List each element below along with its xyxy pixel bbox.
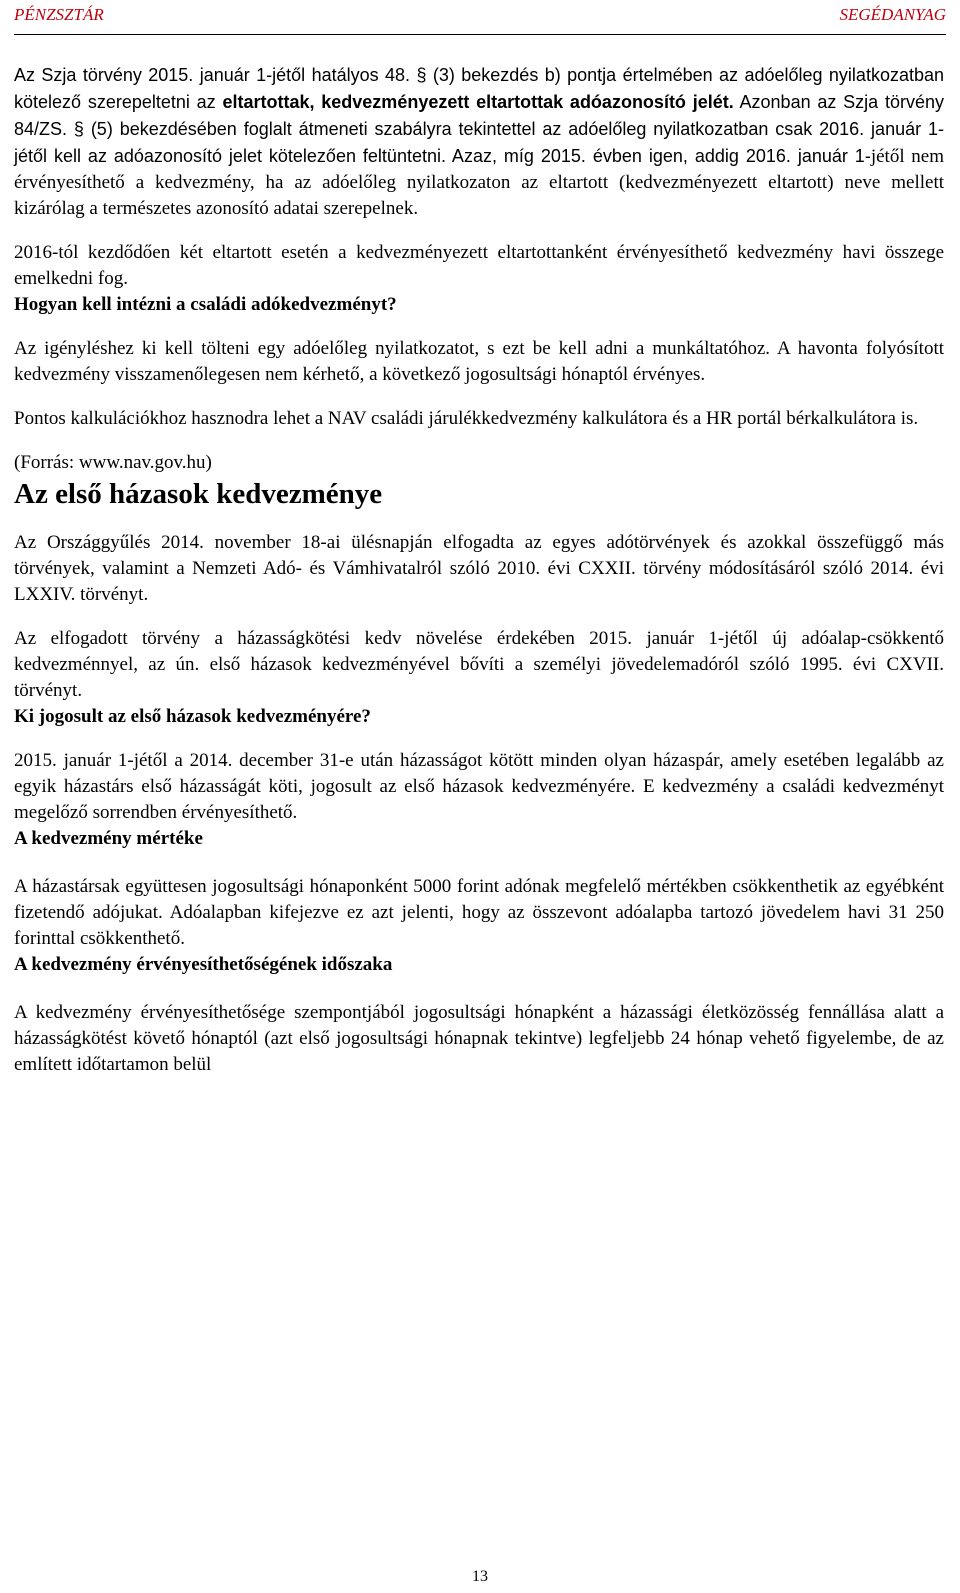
- paragraph-idoszak: A kedvezmény érvényesíthetősége szempontjából jogosultsági hónapként a házassági életközösség fennállása alatt a házasságkötést követő hónaptól (azt első jogosultsági hónapnak tekintve) legfeljebb 24 hónap vehető figyelembe, de az említett időtartamon belül: [14, 1002, 944, 1075]
- paragraph-igenyles: Az igényléshez ki kell tölteni egy adóelőleg nyilatkozatot, s ezt be kell adni a munkáltatóhoz. A havonta folyósított kedvezmény visszamenőlegesen nem kérhető, a következő jogosultsági hónaptól érvényes.: [14, 338, 944, 385]
- paragraph-merteke: A házastársak együttesen jogosultsági hónaponként 5000 forint adónak megfelelő mértékben csökkenthetik az egyébként fizetendő adójukat. Adóalapban kifejezve ez azt jelenti, hogy az összevont adóalapba tartozó jövedelem havi 31 250 forinttal csökkenthető.: [14, 876, 944, 949]
- paragraph-text: Azonban az Szja törvény 84/ZS. § (5) bekezdésében foglalt átmeneti szabályra tekintettel az adóelőleg nyilatkozatban csak 2016. január 1-jétől kell az adóazonosító jelet kötelezően feltüntetni. Azaz, míg 2015. évben igen, addig 2016. január 1-: [14, 92, 944, 166]
- heading-hogyan-kell-intezni: Hogyan kell intézni a családi adókedvezményt?: [14, 294, 397, 315]
- paragraph-elfogadott-torveny: Az elfogadott törvény a házasságkötési kedv növelése érdekében 2015. január 1-jétől új adóalap-csökkentő kedvezménnyel, az ún. első házasok kedvezményével bővíti a személyi jövedelemadóról szóló 1995. évi CXVII. törvényt.: [14, 628, 944, 701]
- header-right-title: SEGÉDANYAG: [839, 5, 946, 24]
- paragraph-2016-kedvezmeny: 2016-tól kezdődően két eltartott esetén a kedvezményezett eltartottanként érvényesíthető kedvezmény havi összege emelkedni fog.: [14, 242, 944, 289]
- paragraph-jogosultak: 2015. január 1-jétől a 2014. december 31-e után házasságot kötött minden olyan házaspár, amely esetében legalább az egyik házastárs első házasságát köti, jogosult az első házasok kedvezményére. E kedvezmény a családi kedvezményt megelőző sorrendben érvényesíthető.: [14, 750, 944, 823]
- paragraph-forras: (Forrás: www.nav.gov.hu): [14, 452, 212, 473]
- heading-ervenyesithetoseg-idoszaka: A kedvezmény érvényesíthetőségének időszaka: [14, 954, 393, 975]
- heading-ki-jogosult: Ki jogosult az első házasok kedvezményére?: [14, 706, 371, 727]
- paragraph-orszaggyules: Az Országgyűlés 2014. november 18-ai ülésnapján elfogadta az egyes adótörvények és azokkal összefüggő más törvények, valamint a Nemzeti Adó- és Vámhivatalról szóló 2010. évi CXXII. törvény módosításáról szóló 2014. évi LXXIV. törvényt.: [14, 532, 944, 605]
- heading-kedvezmeny-merteke: A kedvezmény mértéke: [14, 828, 203, 849]
- paragraph-szja-adoazonosito: [14, 62, 944, 222]
- paragraph-text: jétől nem érvényesíthető a kedvezmény, ha az adóelőleg nyilatkozaton az eltartott (kedvezményezett eltartott) neve mellett kizárólag a természetes azonosító adatai szerepelnek.: [14, 146, 945, 219]
- paragraph-text: Az Szja törvény 2015. január 1-jétől hatályos 48. § (3) bekezdés b) pontja értelmében az adóelőleg nyilatkozatban kötelező szerepeltetni az: [14, 65, 944, 112]
- bold-text: eltartottak, kedvezményezett eltartottak adóazonosító jelét.: [222, 92, 734, 112]
- page-content: [14, 62, 944, 1078]
- page-number: 13: [472, 1568, 488, 1585]
- header-left-title: PÉNZSZTÁR: [14, 5, 104, 24]
- heading-elso-hazasok: Az első házasok kedvezménye: [14, 478, 383, 510]
- page-header: [14, 0, 946, 35]
- paragraph-kalkulator: Pontos kalkulációkhoz hasznodra lehet a NAV családi járulékkedvezmény kalkulátora és a HR portál bérkalkulátora is.: [14, 408, 919, 429]
